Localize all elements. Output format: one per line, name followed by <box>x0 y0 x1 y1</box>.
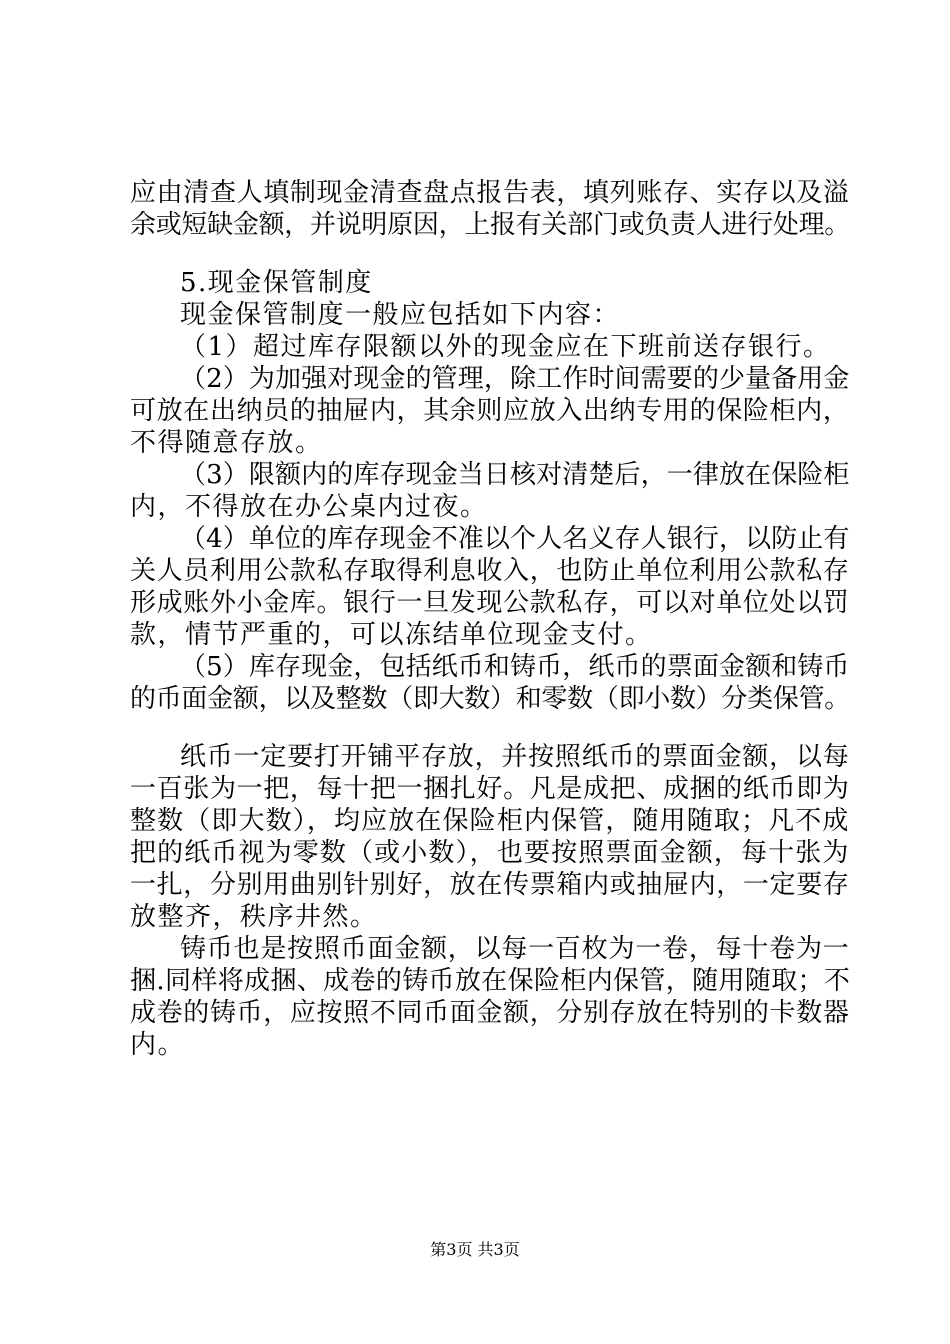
list-item-line: 内，不得放在办公桌内过夜。 <box>130 492 488 522</box>
list-item-line: 可放在出纳员的抽屉内，其余则应放入出纳专用的保险柜内， <box>130 396 850 426</box>
paragraph-line: 内。 <box>130 1030 186 1060</box>
paragraph-line: 应由清查人填制现金清查盘点报告表，填列账存、实存以及溢 <box>130 178 850 208</box>
list-item-line: 关人员利用公款私存取得利息收入，也防止单位利用公款私存 <box>130 556 850 586</box>
paragraph-line: 放整齐，秩序井然。 <box>130 902 378 932</box>
section-heading: 5.现金保管制度 <box>180 268 373 298</box>
paragraph-line: 一扎，分别用曲别针别好，放在传票箱内或抽屉内，一定要存 <box>130 870 850 900</box>
list-item-line: 形成账外小金库。银行一旦发现公款私存，可以对单位处以罚 <box>130 588 850 618</box>
list-item-line: （3）限额内的库存现金当日核对清楚后，一律放在保险柜 <box>180 460 850 490</box>
list-item-line: （1）超过库存限额以外的现金应在下班前送存银行。 <box>180 332 831 362</box>
paragraph-line: 整数（即大数），均应放在保险柜内保管，随用随取；凡不成 <box>130 806 850 836</box>
list-item-line: 的币面金额，以及整数（即大数）和零数（即小数）分类保管。 <box>130 684 851 714</box>
paragraph-line: 捆.同样将成捆、成卷的铸币放在保险柜内保管，随用随取；不 <box>130 966 851 996</box>
paragraph-line: 成卷的铸币，应按照不同币面金额，分别存放在特别的卡数器 <box>130 998 850 1028</box>
paragraph-line: 现金保管制度一般应包括如下内容： <box>180 300 621 330</box>
paragraph-line: 一百张为一把，每十把一捆扎好。凡是成把、成捆的纸币即为 <box>130 774 850 804</box>
list-item-line: （5）库存现金，包括纸币和铸币，纸币的票面金额和铸币 <box>180 652 850 682</box>
list-item-line: （4）单位的库存现金不准以个人名义存人银行，以防止有 <box>180 524 850 554</box>
list-item-line: （2）为加强对现金的管理，除工作时间需要的少量备用金 <box>180 364 850 394</box>
paragraph-line: 纸币一定要打开铺平存放，并按照纸币的票面金额，以每 <box>180 742 850 772</box>
page-number-footer: 第3页 共3页 <box>430 1240 520 1259</box>
list-item-line: 不得随意存放。 <box>130 428 323 458</box>
list-item-line: 款，情节严重的，可以冻结单位现金支付。 <box>130 620 653 650</box>
paragraph-line: 余或短缺金额，并说明原因，上报有关部门或负责人进行处理。 <box>130 210 851 240</box>
paragraph-line: 铸币也是按照币面金额，以每一百枚为一卷，每十卷为一 <box>180 934 850 964</box>
paragraph-line: 把的纸币视为零数（或小数），也要按照票面金额，每十张为 <box>130 838 850 868</box>
